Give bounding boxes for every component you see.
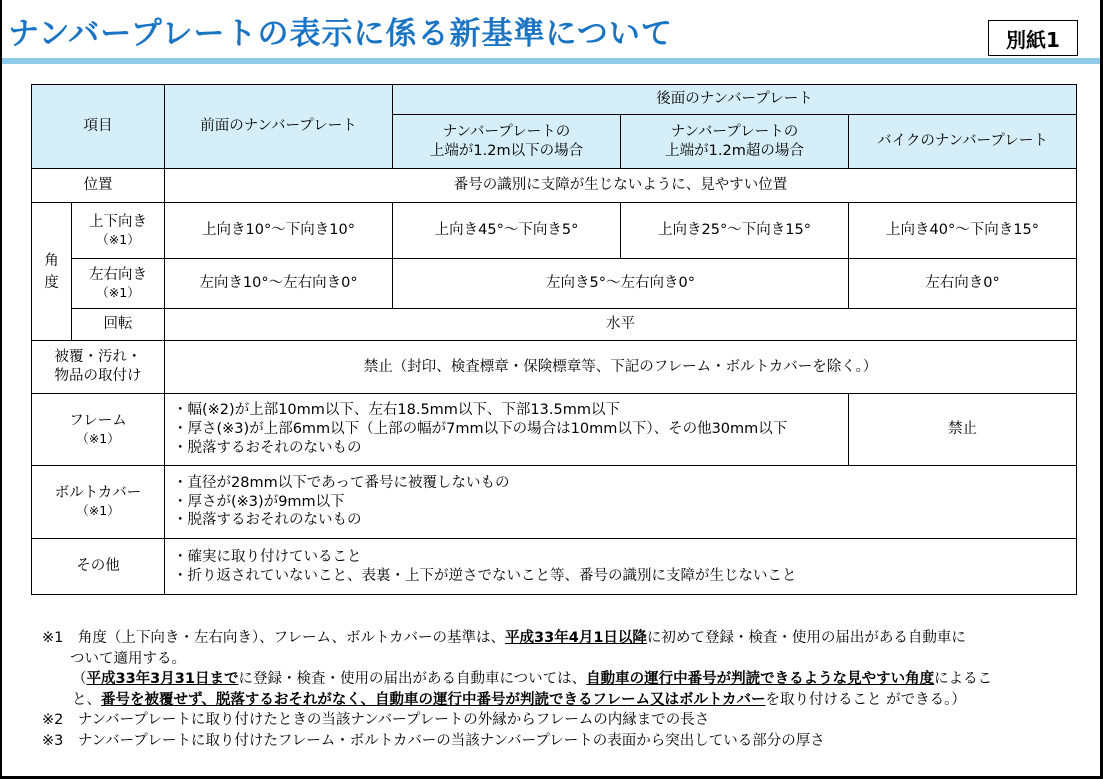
bolt-requirements (165, 466, 1077, 539)
bolt-line-2: ・厚さが(※3)が9mm以下 (173, 493, 345, 510)
note-2: ※2 ナンバープレートに取り付けたときの当該ナンバープレートの外縁からフレームの内縁までの長さ (42, 712, 710, 728)
horizontal-label-text: 左右向き (89, 266, 147, 283)
cover-label (32, 341, 165, 394)
header-rear-low (393, 115, 621, 169)
header-rear-high (621, 115, 849, 169)
horizontal-rear: 左向き5°～左右向き0° (393, 259, 849, 309)
rotation-label: 回転 (72, 309, 165, 341)
header-item: 項目 (32, 85, 165, 169)
frame-line-2: ・厚さ(※3)が上部6mm以下（上部の幅が7mm以下の場合は10mm以下）、その他30mm以下 (173, 421, 788, 438)
note-1-text-end: を取り付けること ができる。） (765, 691, 966, 708)
frame-note: （※1） (76, 430, 120, 446)
row-position-value: 番号の識別に支障が生じないように、見やすい位置 (165, 169, 1077, 203)
angle-label-text: 角度 (44, 252, 59, 291)
bolt-line-3: ・脱落するおそれのないもの (173, 512, 362, 529)
bolt-line-1: ・直径が28mm以下であって番号に被覆しないもの (173, 474, 510, 491)
header-rear-high-line1: ナンバープレートの (670, 123, 799, 140)
header-bike: バイクのナンバープレート (849, 115, 1077, 169)
row-position-label: 位置 (32, 169, 165, 203)
note-1-text-tail: によるこ (934, 671, 993, 687)
other-line-2: ・折り返されていないこと、表裏・上下が逆さでないこと等、番号の識別に支障が生じないこと (173, 567, 797, 584)
note-3: ※3 ナンバープレートに取り付けたフレーム・ボルトカバーの当該ナンバープレートの表面から突出している部分の厚さ (42, 732, 825, 749)
note-1-text: ※1 角度（上下向き・左右向き）、フレーム、ボルトカバーの基準は、 (42, 630, 506, 646)
rotation-value: 水平 (165, 309, 1077, 341)
frame-line-1: ・幅(※2)が上部10mm以下、左右18.5mm以下、下部13.5mm以下 (173, 402, 620, 419)
document-page (2, 0, 1100, 776)
header-front: 前面のナンバープレート (165, 85, 393, 169)
vertical-rear-low: 上向き45°～下向き5° (393, 203, 621, 259)
horizontal-front: 左向き10°～左右向き0° (165, 259, 393, 309)
vertical-note: （※1） (96, 231, 140, 247)
note-1-line-1 (42, 628, 1082, 649)
vertical-label (72, 203, 165, 259)
bolt-note: （※1） (76, 503, 120, 519)
header-rear-high-line2: 上端が1.2m超の場合 (665, 142, 804, 159)
other-label: その他 (32, 539, 165, 595)
note-1-frame-emphasis: 番号を被覆せず、脱落するおそれがなく、自動車の運行中番号が判読できるフレーム又はボルトカバー (101, 691, 766, 708)
frame-label-text: フレーム (69, 412, 127, 429)
cover-value: 禁止（封印、検査標章・保険標章等、下記のフレーム・ボルトカバーを除く。） (165, 341, 1077, 394)
note-1-text-head: と、 (72, 691, 101, 708)
vertical-front: 上向き10°～下向き10° (165, 203, 393, 259)
vertical-label-text: 上下向き (89, 213, 147, 230)
header-rear-low-line1: ナンバープレートの (442, 123, 571, 140)
cover-label-line2: 物品の取付け (54, 368, 142, 384)
vertical-rear-high: 上向き25°～下向き15° (621, 203, 849, 259)
horizontal-bike: 左右向き0° (849, 259, 1077, 309)
header-rear: 後面のナンバープレート (393, 85, 1077, 115)
other-requirements (165, 539, 1077, 595)
note-1-text-cont: に初めて登録・検査・使用の届出がある自動車に (646, 630, 966, 646)
note-1-date-from: 平成33年4月1日以降 (505, 630, 647, 646)
bolt-label (32, 466, 165, 539)
frame-line-3: ・脱落するおそれのないもの (173, 439, 362, 456)
footnotes (42, 628, 1082, 751)
bolt-label-text: ボルトカバー (54, 485, 142, 502)
note-1-existing-text: に登録・検査・使用の届出がある自動車については、 (238, 671, 587, 687)
note-1-line-2: ついて適用する。 (70, 650, 186, 667)
horizontal-note: （※1） (96, 284, 140, 300)
horizontal-label (72, 259, 165, 309)
frame-requirements (165, 394, 849, 466)
page-title: ナンバープレートの表示に係る新基準について (8, 16, 673, 52)
frame-label (32, 394, 165, 466)
cover-label-line1: 被覆・汚れ・ (54, 349, 142, 366)
angle-label (32, 203, 72, 341)
standards-table (31, 84, 1077, 595)
note-1-line-3 (42, 669, 1082, 690)
frame-bike: 禁止 (849, 394, 1077, 466)
note-1-date-until: 平成33年3月31日まで (86, 671, 239, 687)
note-1-paren: （ (72, 671, 87, 687)
vertical-bike: 上向き40°～下向き15° (849, 203, 1077, 259)
note-1-angle-emphasis: 自動車の運行中番号が判読できるような見やすい角度 (586, 671, 935, 687)
other-line-1: ・確実に取り付けていること (173, 548, 362, 565)
title-underline (2, 58, 1100, 64)
header-rear-low-line2: 上端が1.2m以下の場合 (429, 142, 584, 159)
note-1-line-4 (42, 690, 1082, 711)
attachment-badge: 別紙1 (988, 20, 1078, 56)
